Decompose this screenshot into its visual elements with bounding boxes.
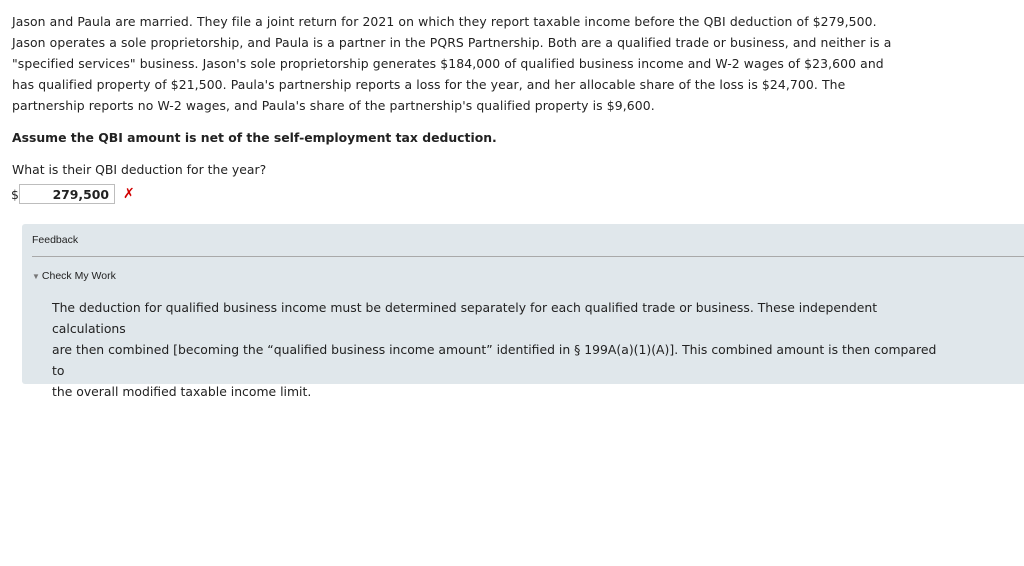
assumption-note: Assume the QBI amount is net of the self-employment tax deduction. bbox=[12, 130, 497, 145]
qbi-deduction-input[interactable] bbox=[19, 184, 115, 204]
check-my-work-label: Check My Work bbox=[41, 270, 116, 282]
problem-statement bbox=[12, 11, 1012, 116]
currency-symbol: $ bbox=[11, 186, 19, 202]
problem-line: Jason operates a sole proprietorship, and Paula is a partner in the PQRS Partnership. Both are a qualified trade or business, and neither is a bbox=[12, 35, 892, 50]
problem-line: Jason and Paula are married. They file a joint return for 2021 on which they report taxable income before the QBI deduction of $279,500. bbox=[12, 14, 877, 29]
feedback-title: Feedback bbox=[32, 234, 79, 246]
problem-line: "specified services" business. Jason's sole proprietorship generates $184,000 of qualified business income and W-2 wages of $23,600 and bbox=[12, 56, 884, 71]
question-text: What is their QBI deduction for the year? bbox=[12, 162, 267, 177]
feedback-explanation bbox=[52, 297, 952, 402]
problem-line: partnership reports no W-2 wages, and Paula's share of the partnership's qualified property is $9,600. bbox=[12, 98, 655, 113]
feedback-line: The deduction for qualified business income must be determined separately for each qualified trade or business. These independent calculations bbox=[52, 300, 878, 336]
problem-line: has qualified property of $21,500. Paula's partnership reports a loss for the year, and her allocable share of the loss is $24,700. The bbox=[12, 77, 846, 92]
feedback-line: the overall modified taxable income limit. bbox=[52, 384, 312, 399]
answer-row bbox=[11, 183, 135, 205]
incorrect-x-icon: ✗ bbox=[123, 186, 135, 202]
feedback-divider bbox=[32, 256, 1024, 257]
triangle-down-icon: ▼ bbox=[32, 271, 40, 281]
feedback-panel bbox=[22, 224, 1024, 399]
feedback-line: are then combined [becoming the “qualified business income amount” identified in § 199A(a)(1)(A)]. This combined amount is then compared to bbox=[52, 342, 937, 378]
check-my-work-toggle[interactable] bbox=[32, 270, 116, 282]
